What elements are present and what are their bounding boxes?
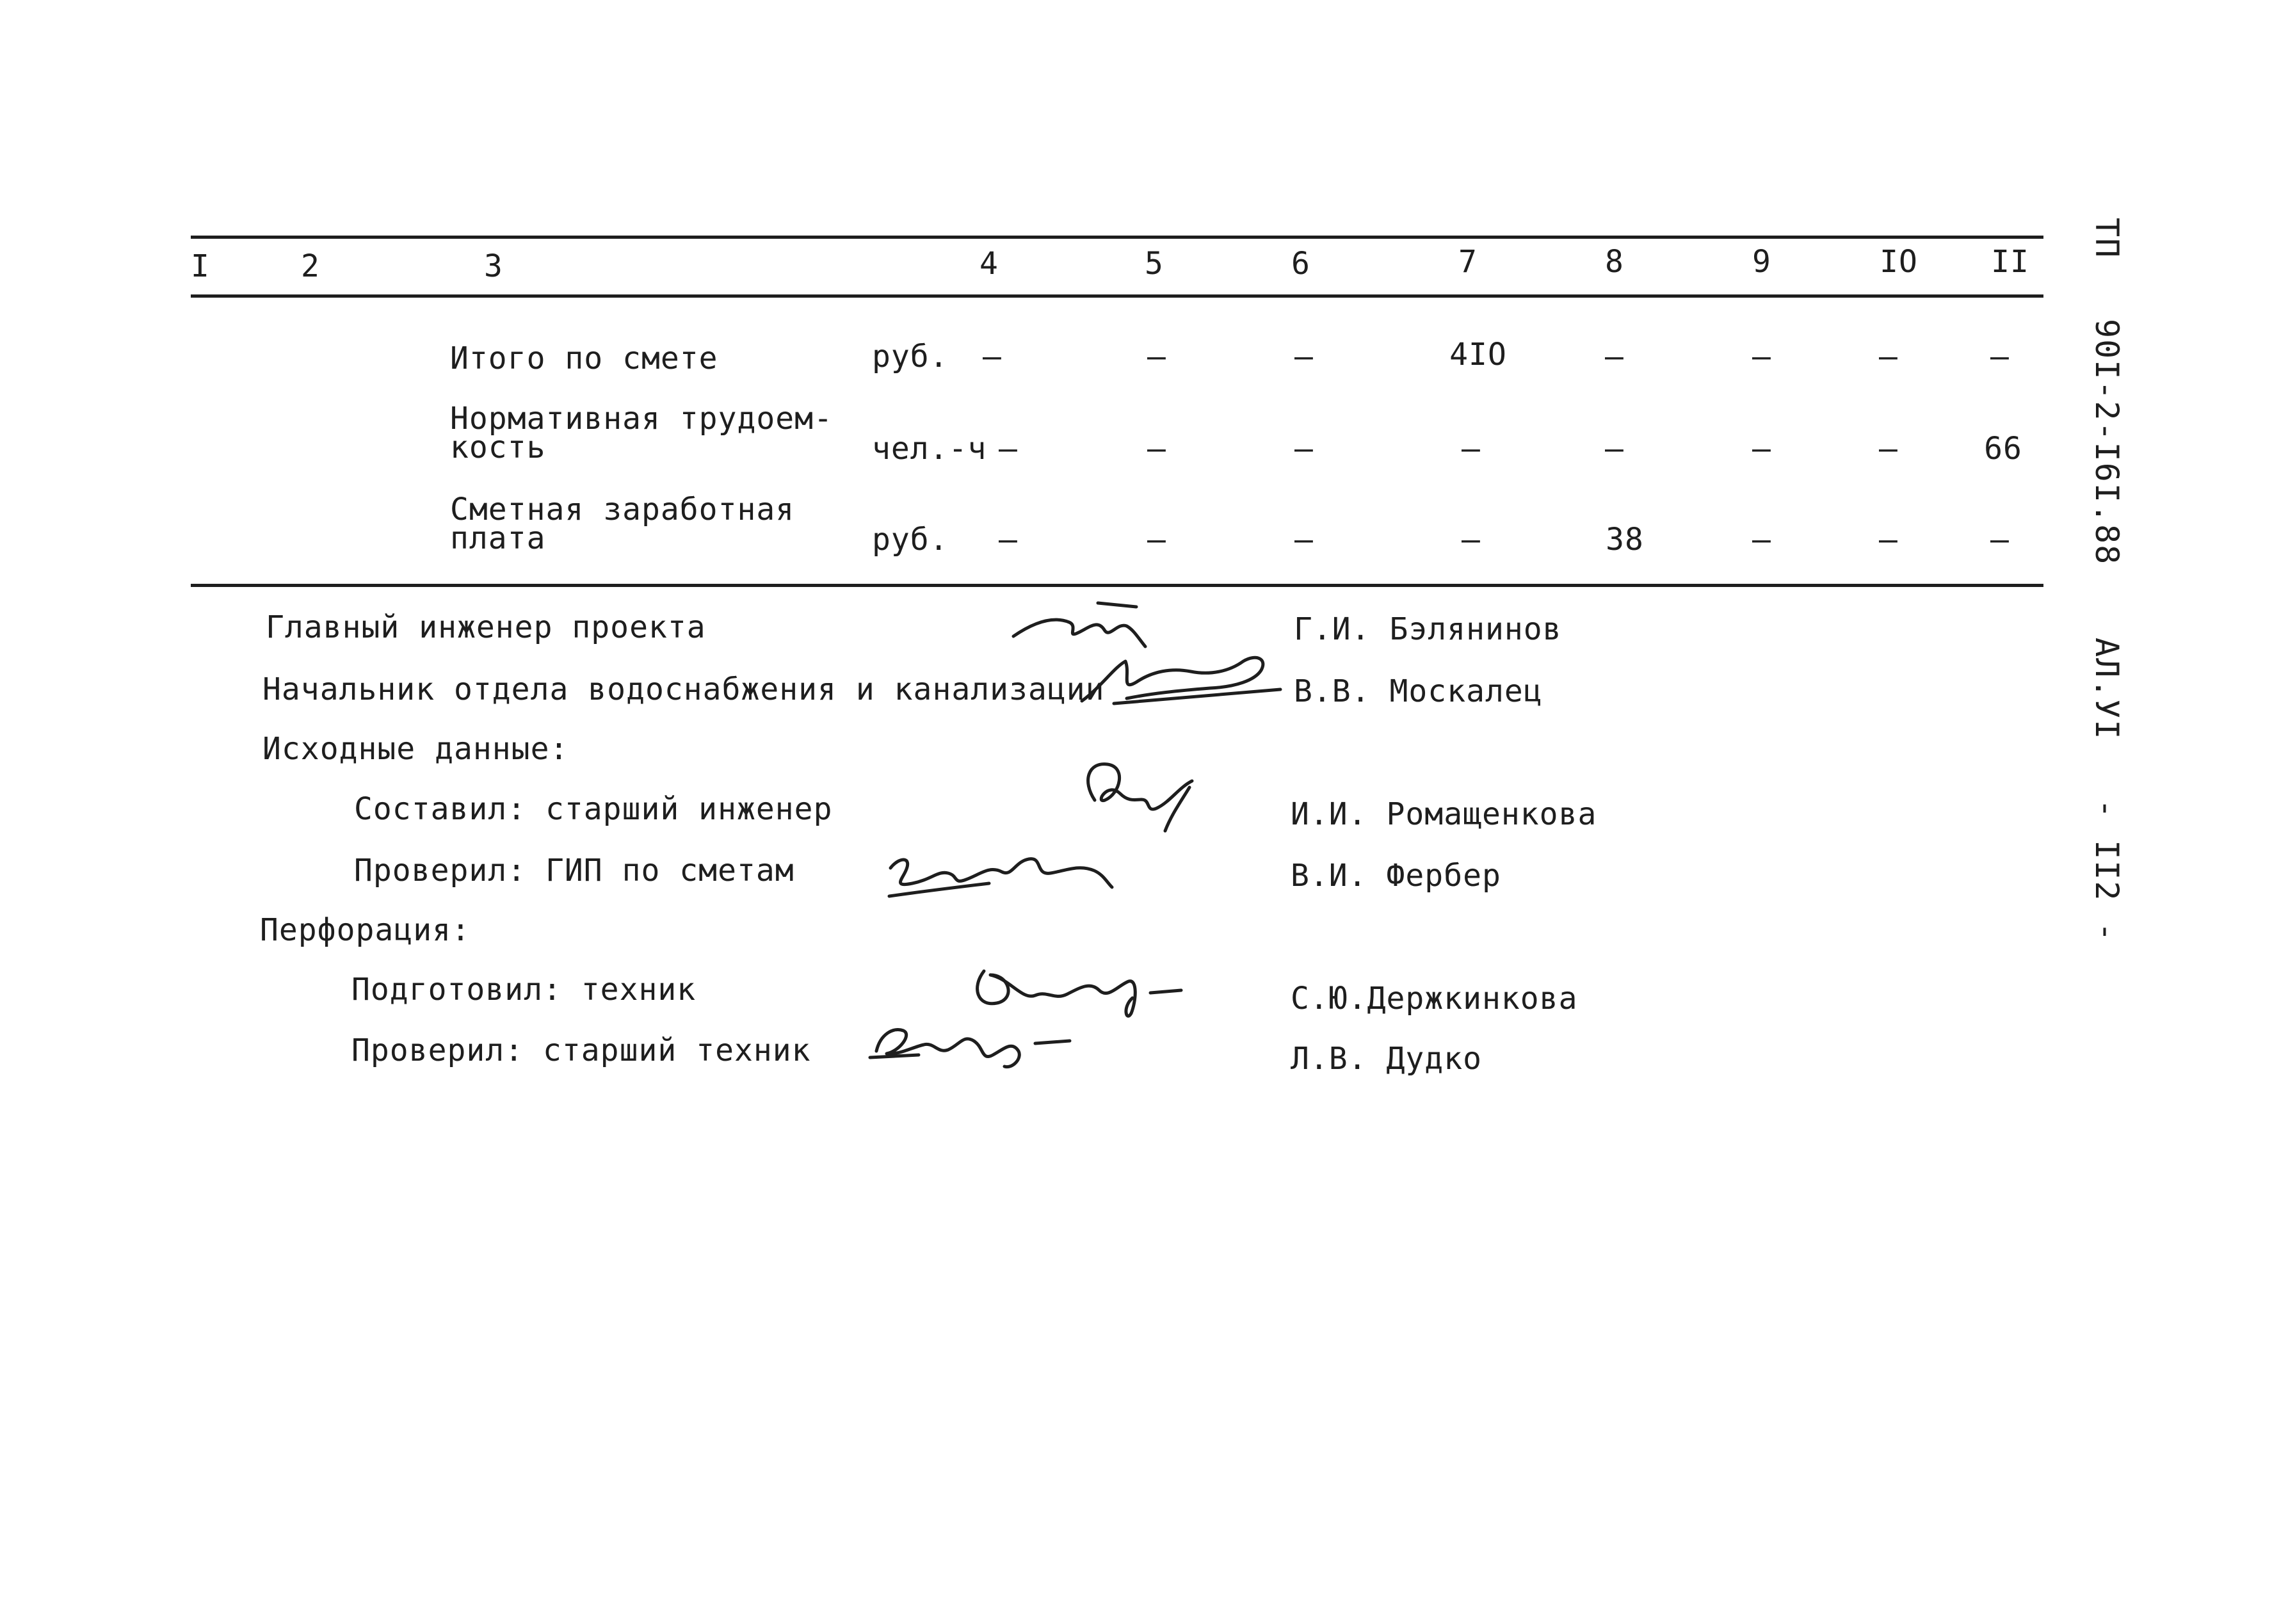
head-of-department-name: В.В. Москалец (1294, 673, 1543, 709)
cell-col-11: – (1990, 522, 2010, 558)
cell-col-5: – (1147, 522, 1166, 558)
column-number-8: 8 (1605, 244, 1624, 280)
cell-col-4: – (983, 339, 1002, 374)
column-number-1: I (191, 248, 210, 284)
side-stamp-code: 90I-2-I6I.88 (2088, 319, 2125, 566)
column-number-7: 7 (1458, 244, 1478, 280)
table-top-rule (191, 236, 2043, 239)
table-bottom-rule (191, 584, 2043, 587)
perforation-heading: Перфорация: (260, 912, 471, 948)
checked-senior-tech-name: Л.В. Дудко (1291, 1041, 1482, 1077)
cell-col-10: – (1879, 339, 1898, 374)
column-number-11: II (1991, 244, 2029, 280)
chief-engineer-name: Г.И. Бэлянинов (1294, 611, 1562, 647)
cell-col-6: – (1294, 431, 1314, 467)
cell-col-7: – (1462, 431, 1481, 467)
cell-col-10: – (1879, 522, 1898, 558)
cell-col-6: – (1294, 522, 1314, 558)
cell-col-4: – (999, 522, 1018, 558)
prepared-name: С.Ю.Держкинкова (1291, 981, 1578, 1017)
table-header-rule (191, 294, 2043, 298)
row-name-line-2: плата (450, 520, 546, 556)
head-of-department-signature (1076, 642, 1293, 712)
cell-col-7: – (1462, 522, 1481, 558)
compiled-name: И.И. Ромащенкова (1291, 796, 1597, 832)
row-name-line-2: кость (450, 430, 546, 465)
row-unit: чел.-ч (872, 431, 987, 467)
side-stamp-series: ТП (2088, 218, 2125, 259)
cell-col-9: – (1752, 431, 1771, 467)
cell-col-9: – (1752, 522, 1771, 558)
column-number-3: 3 (484, 248, 503, 284)
row-name-line-1: Сметная заработная (450, 492, 795, 527)
cell-col-8: – (1605, 431, 1624, 467)
side-stamp-page: - II2 - (2088, 799, 2125, 943)
cell-col-5: – (1147, 339, 1166, 374)
row-name-line-1: Нормативная трудоем- (450, 401, 833, 437)
head-of-department-title: Начальник отдела водоснабжения и канализации (262, 671, 1105, 707)
prepared-title: Подготовил: техник (351, 972, 697, 1008)
cell-col-7: 4IO (1449, 337, 1507, 373)
checked-estimates-signature (887, 842, 1117, 900)
checked-estimates-title: Проверил: ГИП по сметам (354, 853, 794, 888)
column-number-4: 4 (979, 246, 999, 282)
source-data-heading: Исходные данные: (262, 731, 569, 767)
column-number-5: 5 (1145, 246, 1164, 282)
checked-senior-tech-title: Проверил: старший техник (351, 1033, 811, 1068)
cell-col-5: – (1147, 431, 1166, 467)
compiled-signature (1069, 755, 1197, 839)
cell-col-8: – (1605, 339, 1624, 374)
row-unit: руб. (872, 522, 949, 558)
cell-col-9: – (1752, 339, 1771, 374)
side-stamp-album: АЛ.УI (2088, 638, 2125, 741)
checked-senior-tech-signature (867, 1015, 1079, 1073)
column-number-9: 9 (1752, 244, 1771, 280)
row-unit: руб. (872, 339, 949, 374)
row-name: Итого по смете (450, 341, 718, 376)
cell-col-10: – (1879, 431, 1898, 467)
cell-col-6: – (1294, 339, 1314, 374)
column-number-6: 6 (1291, 246, 1310, 282)
cell-col-11: 66 (1984, 431, 2022, 467)
cell-col-11: – (1990, 339, 2010, 374)
column-number-2: 2 (301, 248, 320, 284)
column-number-10: IO (1880, 244, 1918, 280)
cell-col-4: – (999, 431, 1018, 467)
chief-engineer-title: Главный инженер проекта (266, 609, 706, 645)
side-stamp (2084, 211, 2136, 979)
compiled-title: Составил: старший инженер (354, 791, 833, 827)
checked-estimates-name: В.И. Фербер (1291, 858, 1501, 894)
cell-col-8: 38 (1606, 522, 1644, 558)
